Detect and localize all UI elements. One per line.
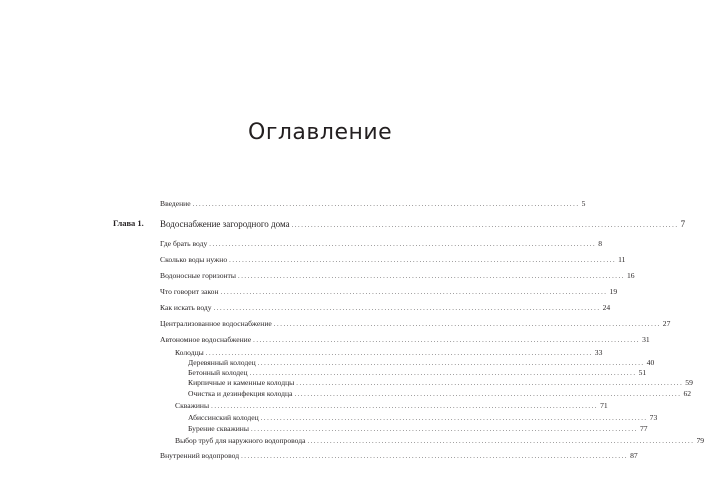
toc-leader: ........................................................................................................................ <box>241 453 629 460</box>
toc-entry[interactable] <box>160 319 671 329</box>
toc-leader: ........................................................................................................................ <box>229 257 617 264</box>
toc-entry-page: 16 <box>626 271 635 280</box>
toc-entry[interactable] <box>160 451 638 461</box>
toc-entry-title: Колодцы <box>175 348 204 357</box>
toc-entry-title: Введение <box>160 199 191 208</box>
toc-entry-page: 5 <box>581 199 586 208</box>
toc-entry-page: 59 <box>685 378 693 387</box>
toc-entry-page: 33 <box>594 348 603 357</box>
toc-leader: ........................................................................................................................ <box>220 289 608 296</box>
toc-leader: ........................................................................................................................ <box>237 273 625 280</box>
toc-entry-page: 7 <box>680 219 686 229</box>
toc-entry[interactable] <box>175 348 603 358</box>
toc-entry-page: 31 <box>642 335 650 344</box>
toc-entry-page: 79 <box>696 436 704 445</box>
toc-entry[interactable] <box>175 436 704 446</box>
page-title: Оглавление <box>248 120 393 145</box>
toc-entry-title: Очистка и дезинфекция колодца <box>188 389 293 398</box>
toc-entry[interactable] <box>160 335 650 345</box>
toc-leader: ........................................................................................................................ <box>260 415 648 422</box>
toc-entry-title: Водоносные горизонты <box>160 271 236 280</box>
toc-leader: ........................................................................................................................ <box>257 360 645 367</box>
toc-entry-title: Где брать воду <box>160 239 208 248</box>
toc-entry[interactable] <box>160 287 618 297</box>
toc-entry-title: Кирпичные и каменные колодцы <box>188 378 295 387</box>
toc-entry[interactable] <box>188 424 648 434</box>
toc-entry-page: 51 <box>638 368 647 377</box>
toc-entry[interactable] <box>160 255 626 265</box>
toc-leader: ........................................................................................................................ <box>209 241 597 248</box>
chapter-label: Глава 1. <box>113 218 144 228</box>
toc-entry-page: 19 <box>609 287 618 296</box>
toc-entry[interactable] <box>188 368 647 378</box>
toc-entry-title: Абиссинский колодец <box>188 413 259 422</box>
toc-entry[interactable] <box>188 358 655 368</box>
toc-entry-title: Бурение скважины <box>188 424 249 433</box>
toc-entry-page: 11 <box>618 255 626 264</box>
toc-entry[interactable] <box>160 271 635 281</box>
toc-entry-page: 71 <box>600 401 608 410</box>
toc-entry[interactable] <box>175 401 608 411</box>
toc-leader: ........................................................................................................................ <box>253 337 641 344</box>
toc-entry[interactable] <box>188 378 693 388</box>
toc-entry-page: 77 <box>639 424 648 433</box>
toc-entry-page: 40 <box>646 358 655 367</box>
toc-entry-title: Деревянный колодец <box>188 358 256 367</box>
toc-entry-title: Автономное водоснабжение <box>160 335 252 344</box>
toc-entry-page: 24 <box>602 303 611 312</box>
toc-entry-page: 27 <box>662 319 671 328</box>
toc-entry-title: Сколько воды нужно <box>160 255 228 264</box>
toc-entry[interactable] <box>160 218 686 230</box>
toc-entry-title: Бетонный колодец <box>188 368 248 377</box>
toc-leader: ........................................................................................................................ <box>249 370 637 377</box>
toc-leader: ........................................................................................................................ <box>192 201 580 208</box>
toc-entry-page: 8 <box>598 239 603 248</box>
toc-leader: ........................................................................................................................ <box>273 321 661 328</box>
toc-leader: ........................................................................................................................ <box>250 426 638 433</box>
toc-leader: ........................................................................................................................ <box>211 403 599 410</box>
toc-leader: ........................................................................................................................ <box>205 350 593 357</box>
toc-entry-title: Что говорит закон <box>160 287 219 296</box>
toc-entry-title: Водоснабжение загородного дома <box>160 219 290 229</box>
toc-leader: ........................................................................................................................ <box>296 380 684 387</box>
toc-leader: ........................................................................................................................ <box>291 222 679 229</box>
toc-entry[interactable] <box>160 239 603 249</box>
toc-entry-title: Как искать воду <box>160 303 212 312</box>
toc-entry[interactable] <box>188 389 692 399</box>
toc-entry-page: 87 <box>630 451 638 460</box>
toc-leader: ........................................................................................................................ <box>213 305 601 312</box>
toc-entry-title: Выбор труб для наружного водопровода <box>175 436 306 445</box>
toc-entry-page: 62 <box>683 389 692 398</box>
toc-leader: ........................................................................................................................ <box>307 438 695 445</box>
toc-entry-title: Централизованное водоснабжение <box>160 319 272 328</box>
toc-entry-title: Внутренний водопровод <box>160 451 240 460</box>
toc-entry[interactable] <box>188 413 658 423</box>
toc-leader: ........................................................................................................................ <box>294 391 682 398</box>
toc-entry-page: 73 <box>649 413 658 422</box>
toc-entry[interactable] <box>160 199 586 209</box>
toc-entry[interactable] <box>160 303 611 313</box>
toc-entry-title: Скважины <box>175 401 210 410</box>
